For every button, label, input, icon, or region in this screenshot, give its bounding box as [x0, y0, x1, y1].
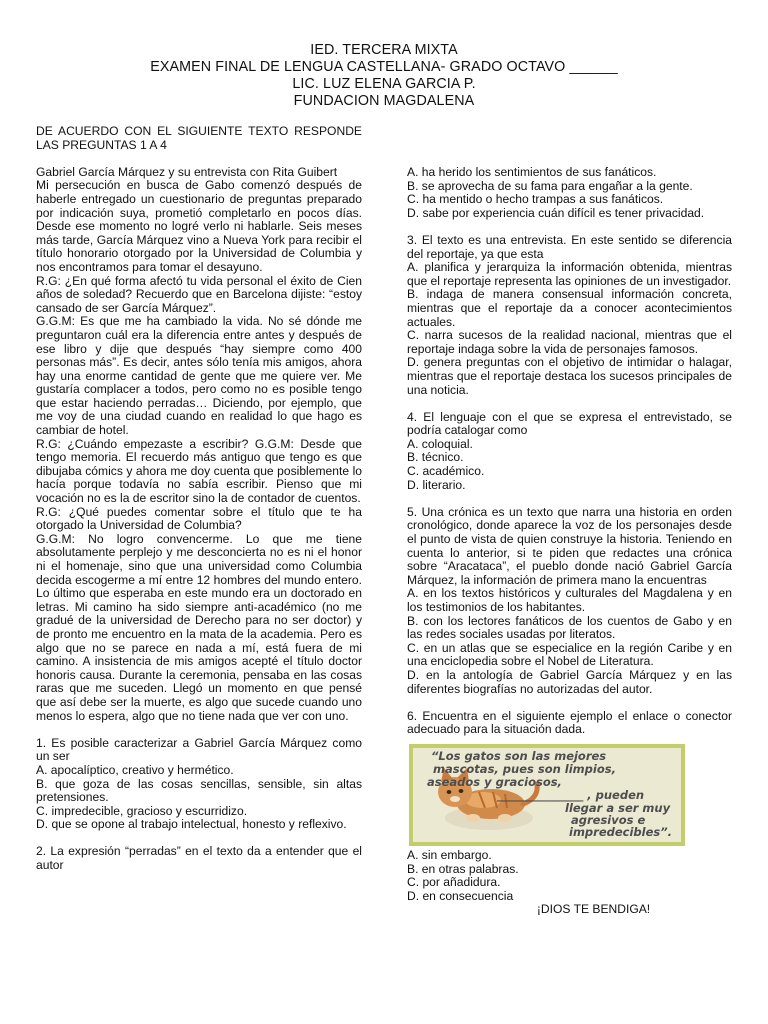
quote-line: “Los gatos son las mejores — [431, 748, 607, 763]
option-6a: A. sin embargo. — [407, 847, 492, 862]
option-1b: B. que goza de las cosas sencillas, sensible, sin altas pretensiones. — [36, 776, 362, 805]
article-paragraph: Mi persecución en busca de Gabo comenzó después de haberle entregado un cuestionario de preguntas preparado por indicación suya, prometió completarlo en pocos días. Desde ese momento no logré verlo ni hablarle. Seis meses más tarde, García Márquez vino a Nueva York para recibir el título honorario otorgado por la Universidad de Columbia y nos encontramos para tomar el desayuno. — [36, 178, 362, 274]
question-6: 6. Encuentra en el siguiente ejemplo el enlace o conector adecuado para la situación dada. — [407, 708, 732, 737]
option-5b: B. con los lectores fanáticos de los cuentos de Gabo y en las redes sociales usadas por literatos. — [407, 613, 732, 642]
option-3d: D. genera preguntas con el objetivo de intimidar o halagar, mientras que el reportaje destaca los sucesos principales de una noticia. — [407, 355, 732, 397]
option-4c: C. académico. — [407, 464, 485, 479]
article-title: Gabriel García Márquez y su entrevista con Rita Guibert — [36, 164, 338, 179]
option-1d: D. que se opone al trabajo intelectual, honesto y reflexivo. — [36, 817, 347, 832]
option-5a: A. en los textos históricos y culturales del Magdalena y en los testimonios de los habitantes. — [407, 586, 732, 614]
question-5: 5. Una crónica es un texto que narra una historia en orden cronológico, donde aparece la voz de los personajes desde el punto de vista de quien construye la historia. Teniendo en cuenta lo anterior, si te piden que redactes una crónica sobre “Aracataca”, el pueblo donde nació Gabriel García Márquez, la información de primera mano la encuentras — [407, 504, 732, 587]
left-column — [36, 125, 362, 873]
option-2c: C. ha mentido o hecho trampas a sus fanáticos. — [407, 192, 664, 207]
option-3c: C. narra sucesos de la realidad nacional, mientras que el reportaje indaga sobre la vida de personajes famosos. — [407, 328, 732, 356]
question-2: 2. La expresión “perradas” en el texto da a entender que el autor — [36, 844, 362, 873]
question-3: 3. El texto es una entrevista. En este sentido se diferencia del reportaje, ya que esta — [407, 232, 732, 261]
cat-quote-image — [409, 744, 685, 846]
option-1a: A. apocalíptico, creativo y hermético. — [36, 762, 234, 777]
article-paragraph: R.G: ¿Qué puedes comentar sobre el título que te ha otorgado la Universidad de Columbia? — [36, 504, 362, 533]
option-2a: A. ha herido los sentimientos de sus fanáticos. — [407, 165, 657, 179]
quote-line: aseados y graciosos, — [427, 774, 562, 789]
quote-line: mascotas, pues son limpios, — [433, 761, 616, 776]
quote-line: impredecibles”. — [569, 824, 673, 839]
quote-line: llegar a ser muy — [565, 800, 671, 815]
option-4b: B. técnico. — [407, 450, 464, 465]
article-paragraph: G.G.M: Es que me ha cambiado la vida. No sé dónde me preguntaron cuál era la diferencia entre antes y después de ese libro y dije que después “hay siempre como 400 personas más”. Es decir, antes sólo tenía mis amigos, ahora hay una enorme cantidad de gente que me quiere ver. Me gustaría complacer a todos, pero como no es posible tengo que estar haciendo perradas… Diciendo, por ejemplo, que me voy de una ciudad cuando en realidad lo que hago es cambiar de hotel. — [36, 314, 362, 438]
option-6b: B. en otras palabras. — [407, 861, 519, 876]
option-6c: C. por añadidura. — [407, 875, 501, 890]
article-paragraph: G.G.M: No logro convencerme. Lo que me tiene absolutamente perplejo y me desconcierta no es ni el honor ni el homenaje, sino que una universidad como Columbia decida escogerme a mí entre 12 hombres del mundo entero. Lo último que esperaba en este mundo era un doctorado en letras. Mi camino ha sido siempre anti-académico (no me gradué de la universidad de Derecho para no ser doctor) y de pronto me encuentro en la mata de la academia. Pero es algo que no se parece en nada a mí, está fuera de mi camino. A insistencia de mis amigos acepté el título doctor honoris causa. Durante la ceremonia, pensaba en las cosas raras que me suceden. Llegó un momento en que pensé que así debe ser la muerte, es algo que sucede cuando uno menos lo espera, algo que no tiene nada que ver con uno. — [36, 531, 362, 723]
quote-line: _______________ , pueden — [497, 787, 645, 802]
option-6d: D. en consecuencia — [407, 888, 514, 903]
exam-header — [0, 42, 768, 110]
option-1c: C. impredecible, gracioso y escurridizo. — [36, 803, 248, 818]
closing-blessing: ¡DIOS TE BENDIGA! — [536, 902, 651, 917]
option-4a: A. coloquial. — [407, 436, 473, 451]
article-paragraph: R.G: ¿Cuándo empezaste a escribir? G.G.M: Desde que tengo memoria. El recuerdo más antiguo que tengo es que dibujaba cómics y ahora me doy cuenta que posiblemente lo hacía porque todavía no sabía escribir. Pienso que mi vocación no es la de escritor sino la de contador de cuentos. — [36, 436, 362, 506]
foundation-name: FUNDACION MAGDALENA — [293, 93, 475, 109]
instructions: DE ACUERDO CON EL SIGUIENTE TEXTO RESPONDE LAS PREGUNTAS 1 A 4 — [36, 124, 362, 152]
option-4d: D. literario. — [407, 477, 466, 492]
right-column — [407, 166, 732, 917]
exam-title: EXAMEN FINAL DE LENGUA CASTELLANA- GRADO OCTAVO ______ — [150, 59, 618, 75]
option-3a: A. planifica y jerarquiza la información obtenida, mientras que el reportaje representa las opiniones de un investigador. — [407, 260, 732, 288]
article-paragraph: R.G: ¿En qué forma afectó tu vida personal el éxito de Cien años de soledad? Recuerdo que en Barcelona dijiste: “estoy cansado de ser García Márquez”. — [36, 273, 362, 315]
option-2b: B. se aprovecha de su fama para engañar a la gente. — [407, 178, 693, 193]
question-4: 4. El lenguaje con el que se expresa el entrevistado, se podría catalogar como — [407, 409, 732, 438]
teacher-name: LIC. LUZ ELENA GARCIA P. — [292, 76, 476, 92]
quote-line: agresivos e — [571, 812, 646, 827]
question-1: 1. Es posible caracterizar a Gabriel García Márquez como un ser — [36, 735, 362, 764]
school-name: IED. TERCERA MIXTA — [310, 42, 458, 58]
option-5d: D. en la antología de Gabriel García Márquez y en las diferentes biografías no autorizadas del autor. — [407, 667, 732, 696]
option-3b: B. indaga de manera consensual información concreta, mientras que el reportaje da a conocer acontecimientos actuales. — [407, 287, 732, 329]
option-2d: D. sabe por experiencia cuán difícil es tener privacidad. — [407, 205, 705, 220]
option-5c: C. en un atlas que se especialice en la región Caribe y en una enciclopedia sobre el Nobel de Literatura. — [407, 640, 732, 669]
